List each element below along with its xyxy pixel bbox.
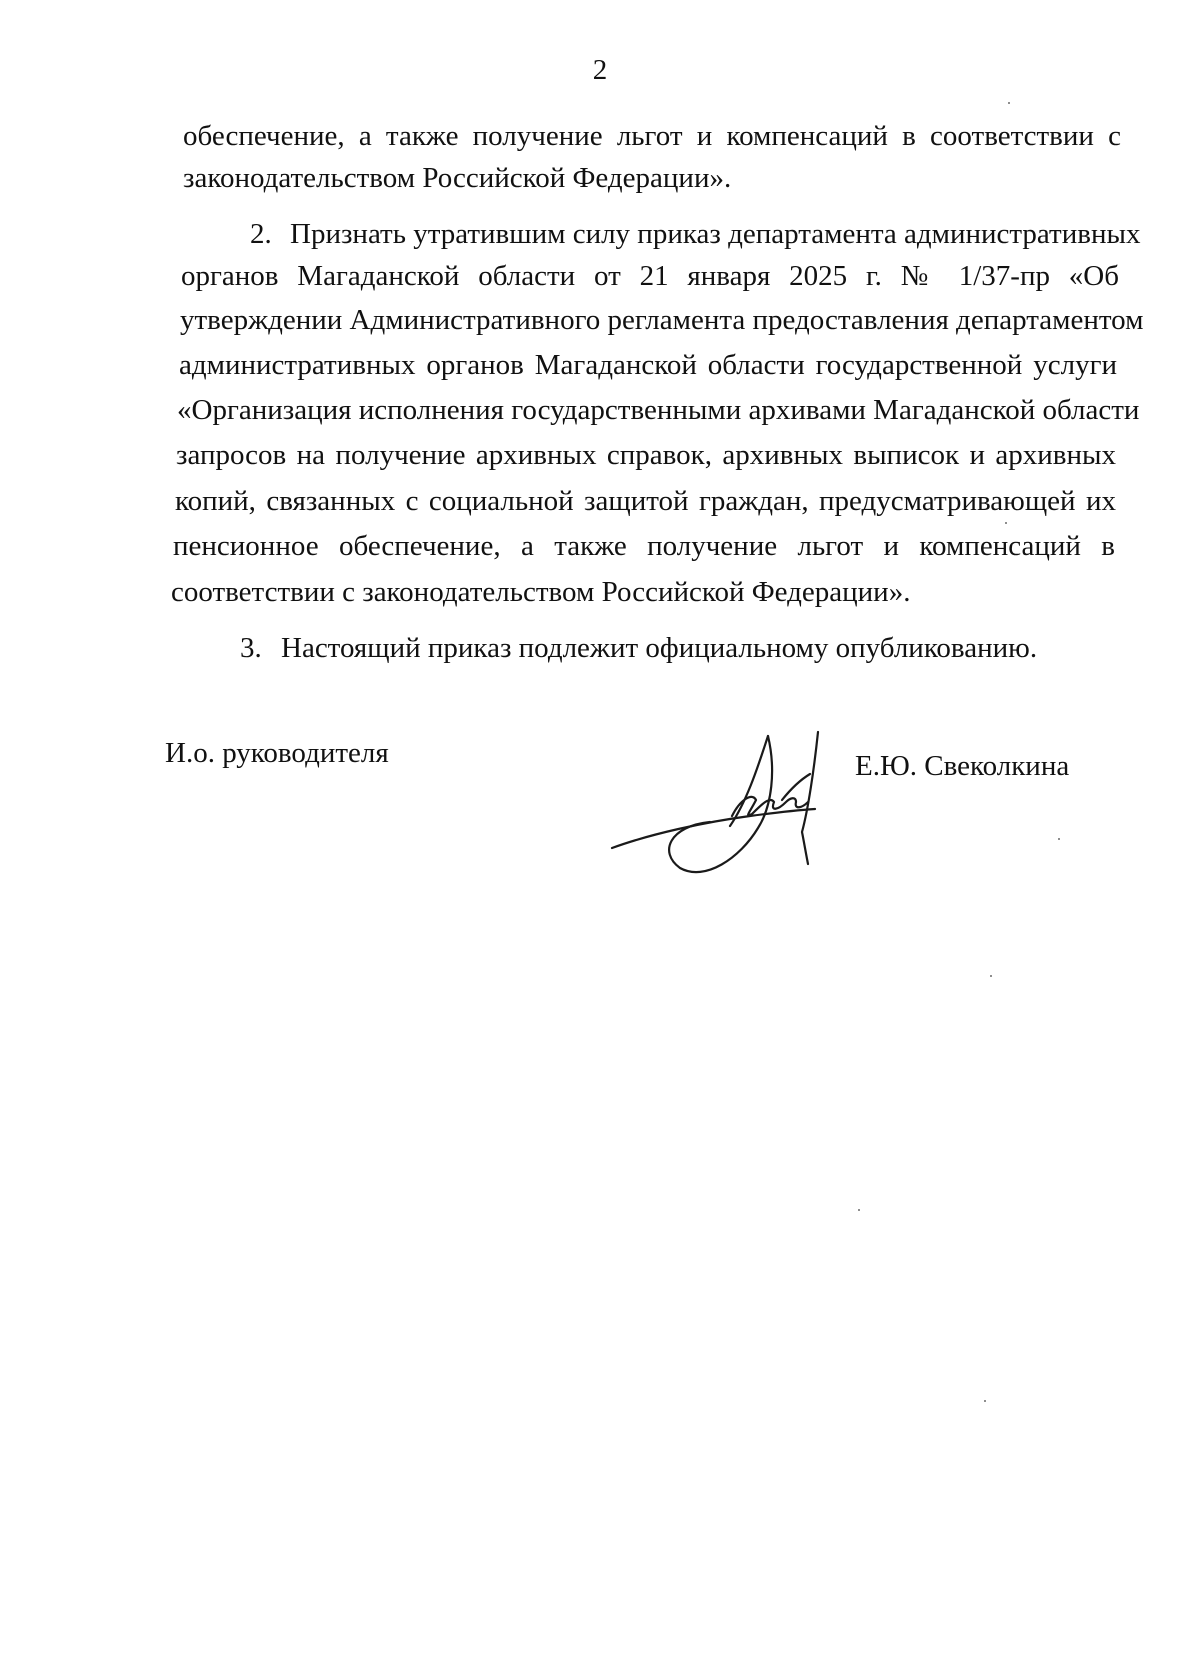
body-line: копий, связанных с социальной защитой граждан, предусматривающей их	[175, 485, 1116, 517]
body-line: административных органов Магаданской области государственной услуги	[179, 349, 1117, 381]
scan-speck	[1005, 522, 1007, 524]
item-number: 3.	[240, 632, 262, 664]
scan-speck	[1058, 838, 1060, 840]
scan-speck	[990, 975, 992, 977]
scan-speck	[858, 1209, 860, 1211]
body-line: Настоящий приказ подлежит официальному опубликованию.	[281, 632, 1038, 664]
scan-speck	[984, 1400, 986, 1402]
body-line: законодательством Российской Федерации».	[183, 162, 732, 194]
body-line: утверждении Административного регламента предоставления департаментом	[180, 304, 1144, 336]
signatory-position: И.о. руководителя	[165, 737, 389, 769]
body-line: пенсионное обеспечение, а также получение льгот и компенсаций в	[173, 530, 1115, 562]
body-line: запросов на получение архивных справок, архивных выписок и архивных	[176, 439, 1116, 471]
body-line: Признать утратившим силу приказ департамента административных	[290, 218, 1141, 250]
handwritten-signature	[610, 730, 840, 875]
body-line: органов Магаданской области от 21 января 2025 г. № 1/37-пр «Об	[181, 260, 1119, 292]
body-line: «Организация исполнения государственными архивами Магаданской области	[177, 394, 1140, 426]
signatory-name: Е.Ю. Свеколкина	[855, 750, 1070, 782]
body-line: обеспечение, а также получение льгот и компенсаций в соответствии с	[183, 120, 1121, 152]
body-line: соответствии с законодательством Российской Федерации».	[171, 576, 911, 608]
page-number: 2	[592, 54, 608, 86]
scan-speck	[1008, 102, 1010, 104]
item-number: 2.	[250, 218, 272, 250]
